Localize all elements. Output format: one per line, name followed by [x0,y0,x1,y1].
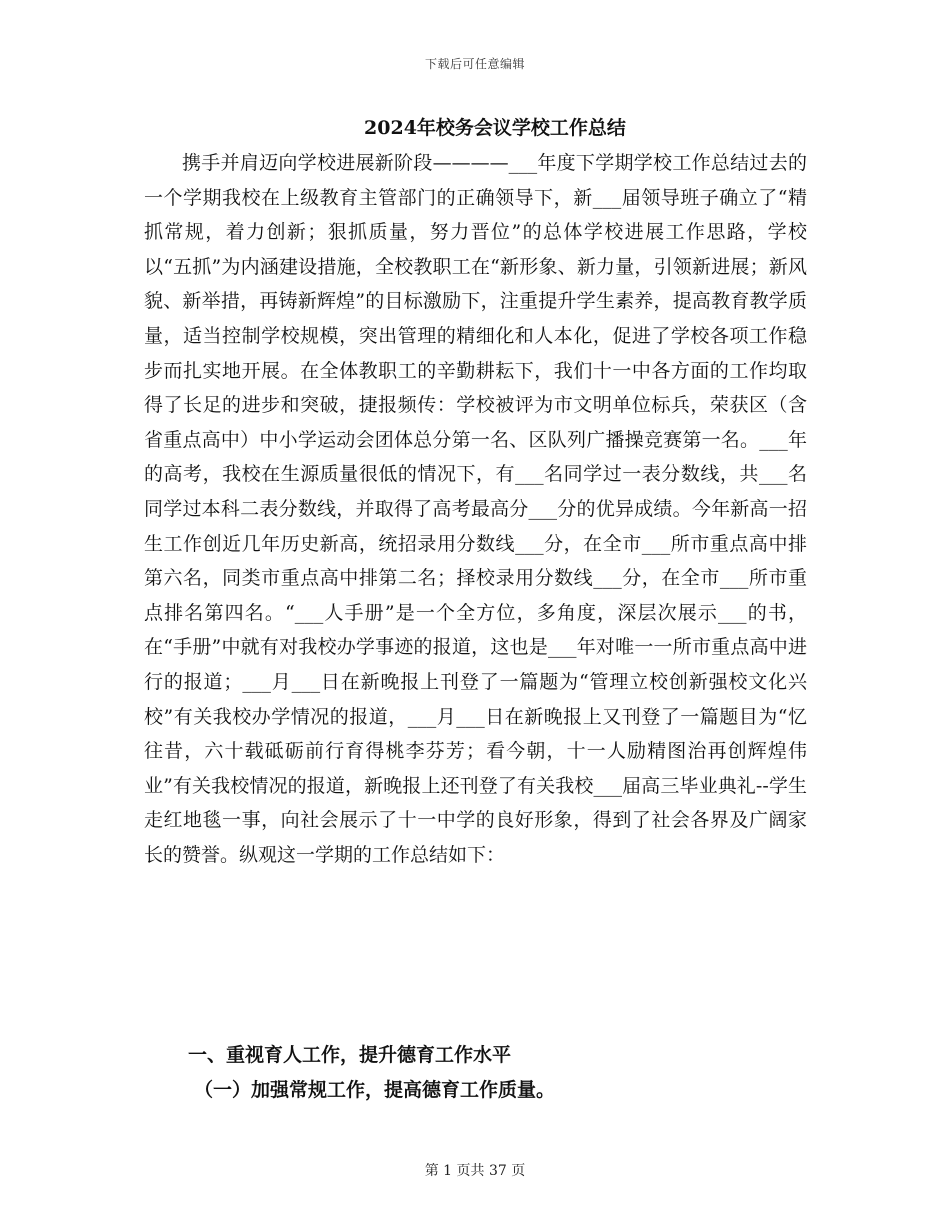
document-title: 2024年校务会议学校工作总结 [364,117,626,139]
page-footer: 第 1 页共 37 页 [424,1163,526,1179]
body-paragraph: 携手并肩迈向学校进展新阶段————___年度下学期学校工作总结过去的一个学期我校在上级教育主管部门的正确领导下，新___届领导班子确立了“精抓常规，着力创新；狠抓质量，努力晋位”的总体学校进展工作思路，学校以“五抓”为内涵建设措施，全校教职工在“新形象、新力量，引领新进展；新风貌、新举措，再铸新辉煌”的目标激励下，注重提升学生素养，提高教育教学质量，适当控制学校规模，突出管理的精细化和人本化，促进了学校各项工作稳步而扎实地开展。在全体教职工的辛勤耕耘下，我们十一中各方面的工作均取得了长足的进步和突破，捷报频传：学校被评为市文明单位标兵，荣获区（含省重点高中）中小学运动会团体总分第一名、区队列广播操竞赛第一名。___年的高考，我校在生源质量很低的情况下，有___名同学过一表分数线，共___名同学过本科二表分数线，并取得了高考最高分___分的优异成绩。今年新高一招生工作创近几年历史新高，统招录用分数线___分，在全市___所市重点高中排第六名，同类市重点高中排第二名；择校录用分数线___分，在全市___所市重点排名第四名。“___人手册”是一个全方位，多角度，深层次展示___的书，在“手册”中就有对我校办学事迹的报道，这也是___年对唯一一所市重点高中进行的报道；___月___日在新晚报上刊登了一篇题为“管理立校创新强校文化兴校”有关我校办学情况的报道，___月___日在新晚报上又刊登了一篇题目为“忆往昔，六十载砥砺前行育得桃李芬芳；看今朝，十一人励精图治再创辉煌伟业”有关我校情况的报道，新晚报上还刊登了有关我校___届高三毕业典礼--学生走红地毯一事，向社会展示了十一中学的良好形象，得到了社会各界及广阔家长的赞誉。纵观这一学期的工作总结如下： [144,152,807,866]
header-note: 下载后可任意编辑 [424,57,525,71]
section-heading-1: 一、重视育人工作，提升德育工作水平 [188,1044,512,1066]
section-heading-1-1: （一）加强常规工作，提高德育工作质量。 [194,1079,556,1101]
